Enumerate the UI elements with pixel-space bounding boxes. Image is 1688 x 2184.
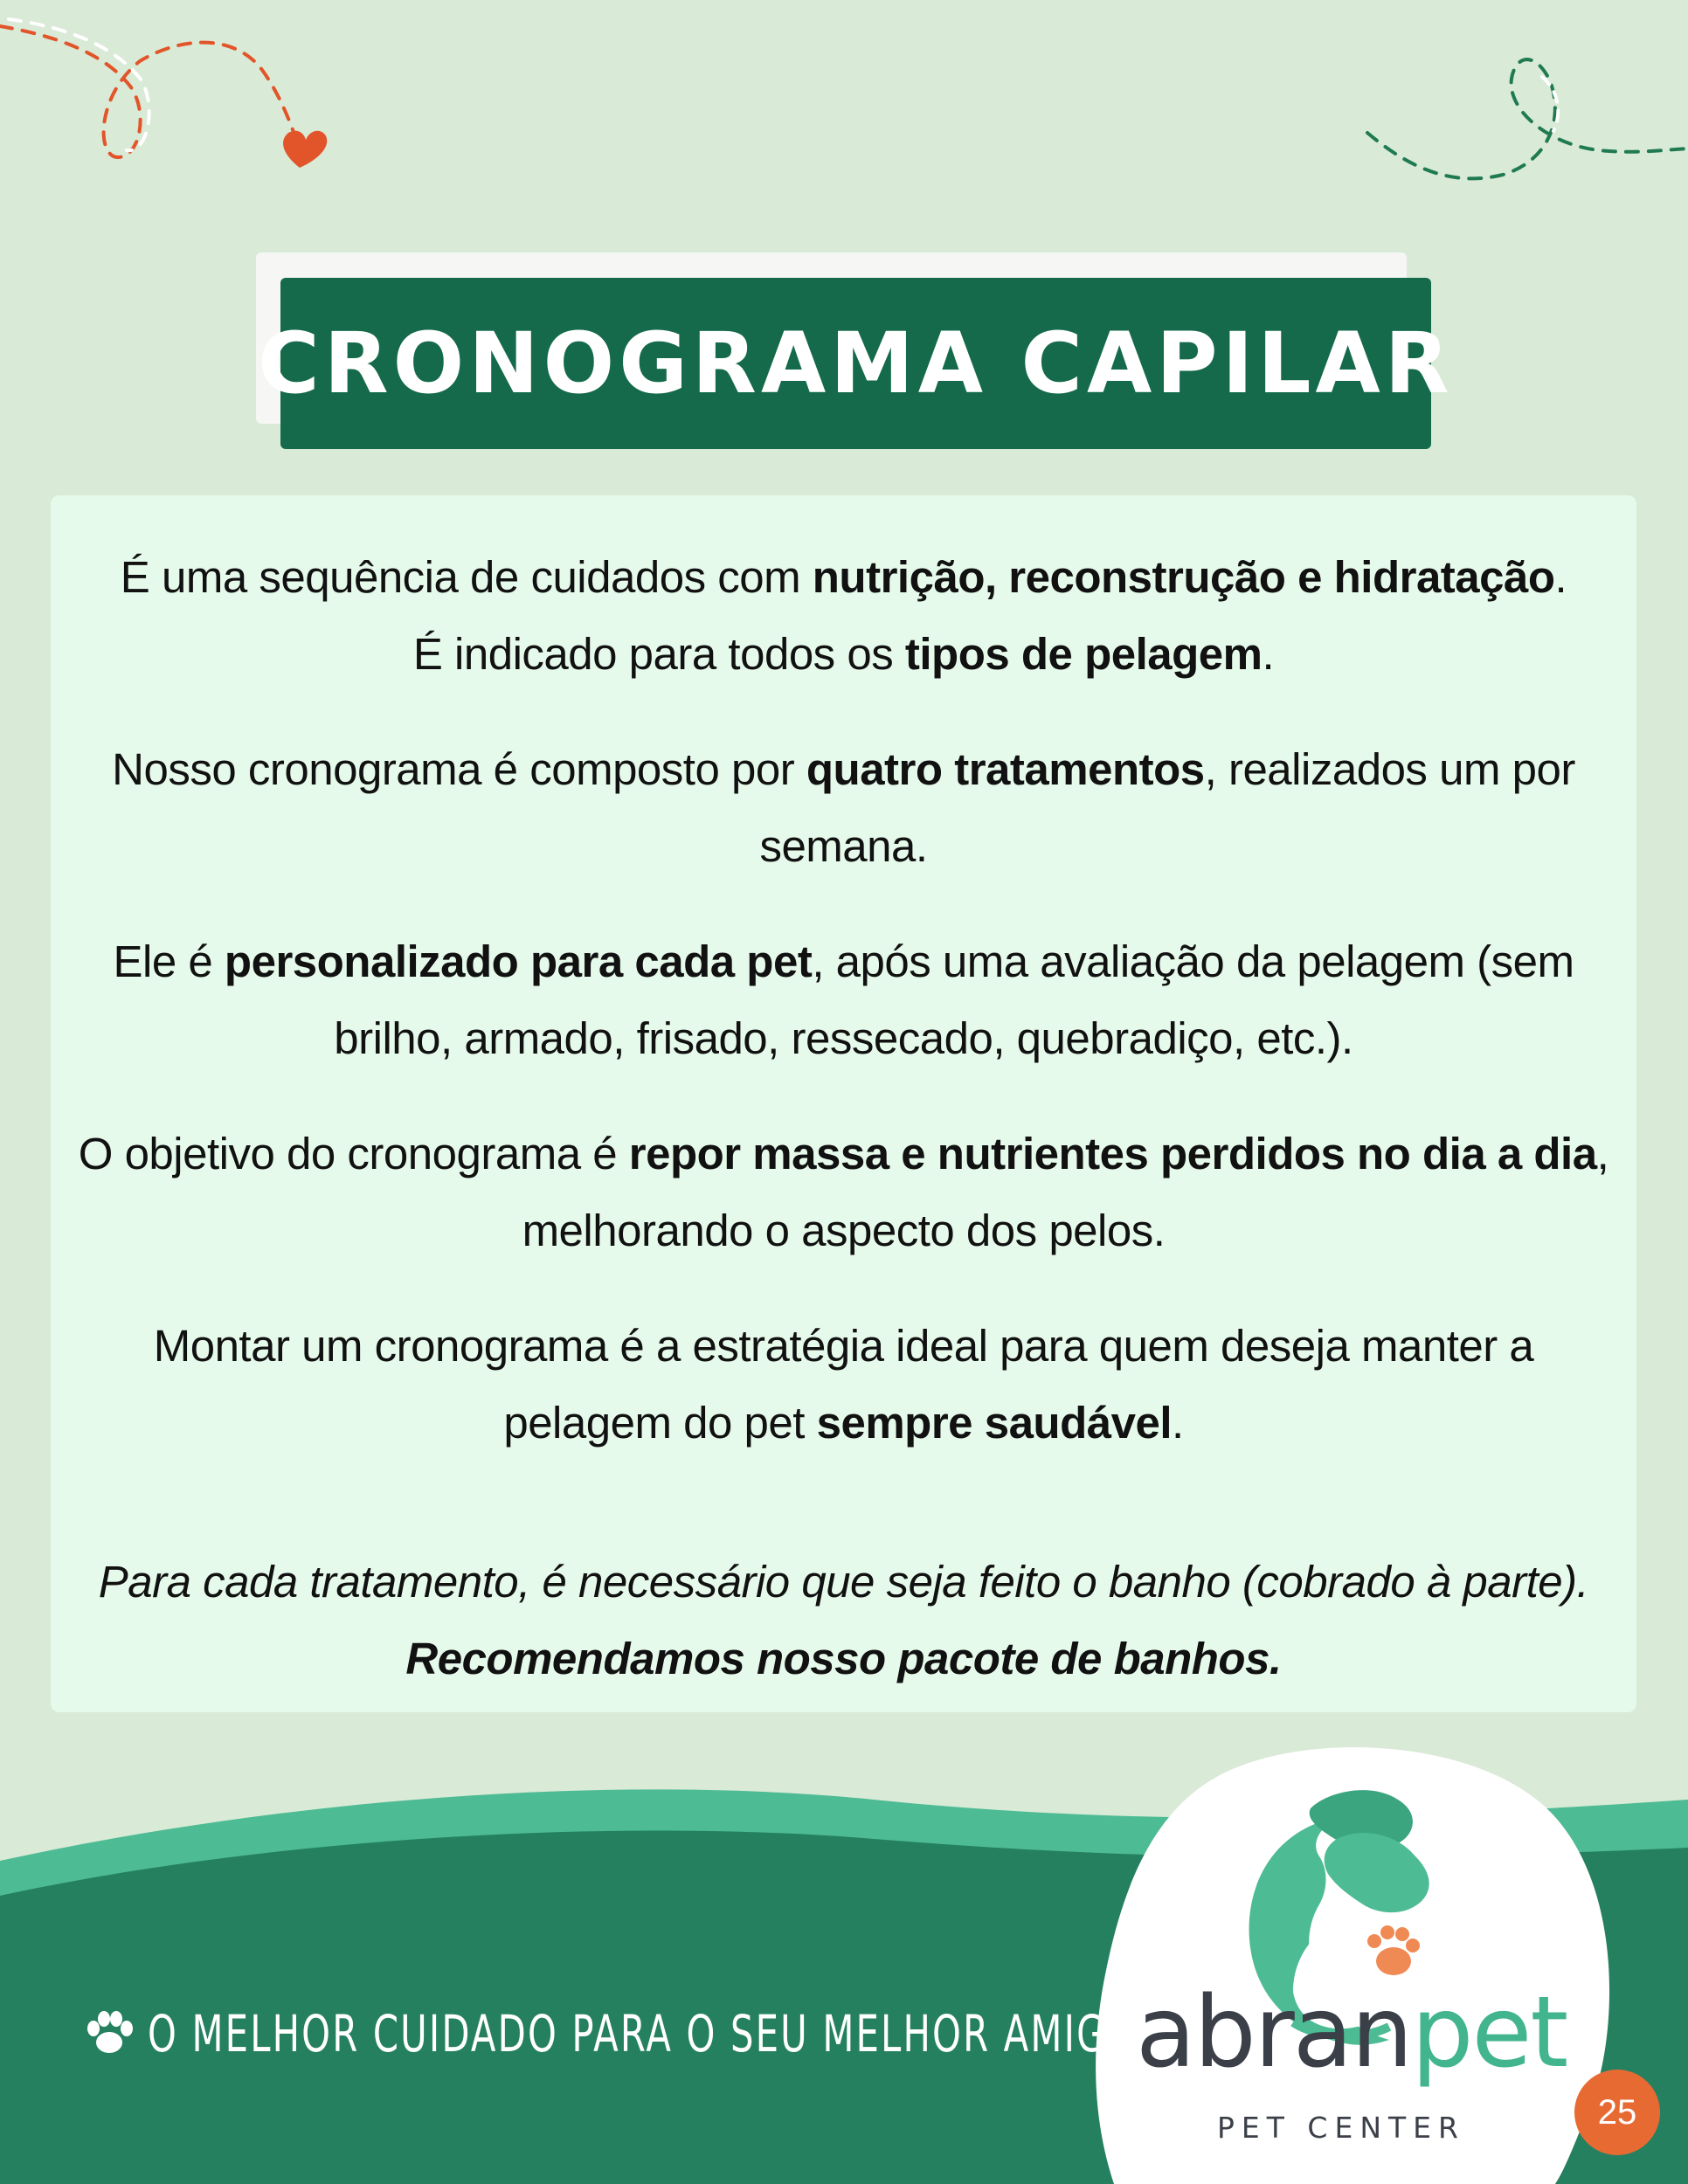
text-span: Ele é: [113, 936, 225, 986]
text-span: Nosso cronograma é composto por: [112, 744, 806, 794]
bold-text: nutrição, reconstrução e hidratação: [812, 552, 1555, 602]
text-span: .: [1172, 1398, 1184, 1448]
brand-part-1: abran: [1136, 1976, 1412, 2090]
note-line: Para cada tratamento, é necessário que seja feito o banho (cobrado à parte).: [98, 1557, 1589, 1607]
page-number-badge: [1574, 2070, 1660, 2155]
text-span: , realizados um por semana.: [759, 744, 1575, 871]
text-span: É indicado para todos os: [412, 629, 905, 679]
text-span: É uma sequência de cuidados com: [120, 552, 813, 602]
heart-icon: [283, 131, 327, 168]
text-span: , após uma avaliação da pelagem (sem brilho, armado, frisado, ressecado, quebradiço, etc.).: [334, 936, 1574, 1063]
bold-text: personalizado para cada pet: [224, 936, 813, 986]
text-span: .: [1554, 552, 1567, 602]
text-span: .: [1262, 629, 1275, 679]
paragraph-composition: [77, 731, 1610, 885]
page-number: 25: [1597, 2092, 1637, 2132]
text-span: , melhorando o aspecto dos pelos.: [522, 1129, 1609, 1255]
bold-text: repor massa e nutrientes perdidos no dia a dia: [628, 1129, 1597, 1178]
bold-text: tipos de pelagem: [904, 629, 1263, 679]
paw-icon: [83, 2008, 135, 2060]
brand-logo-text: [1136, 1976, 1567, 2090]
top-decorations: [0, 0, 1688, 227]
text-span: Montar um cronograma é a estratégia ideal para quem deseja manter a pelagem do pet: [153, 1321, 1534, 1448]
paragraph-note: [77, 1544, 1610, 1697]
dashed-loop-left: [0, 19, 301, 157]
dashed-loop-right: [1367, 59, 1688, 178]
bold-text: sempre saudável: [816, 1398, 1172, 1448]
text-span: O objetivo do cronograma é: [78, 1129, 629, 1178]
paragraph-objective: [77, 1116, 1610, 1269]
slogan-text: O MELHOR CUIDADO PARA O SEU MELHOR AMIGO!: [148, 2004, 1154, 2063]
content-card: [51, 495, 1636, 1712]
paragraph-definition: [77, 539, 1610, 693]
paragraph-personalized: [77, 923, 1610, 1077]
bold-text: quatro tratamentos: [806, 744, 1205, 794]
brand-subtitle: PET CENTER: [1217, 2111, 1465, 2145]
brand-part-2: pet: [1411, 1976, 1567, 2090]
title-box: [258, 278, 1454, 449]
page-title: CRONOGRAMA CAPILAR: [258, 314, 1454, 412]
paragraph-strategy: [77, 1308, 1610, 1462]
note-recommendation: Recomendamos nosso pacote de banhos.: [405, 1634, 1282, 1683]
